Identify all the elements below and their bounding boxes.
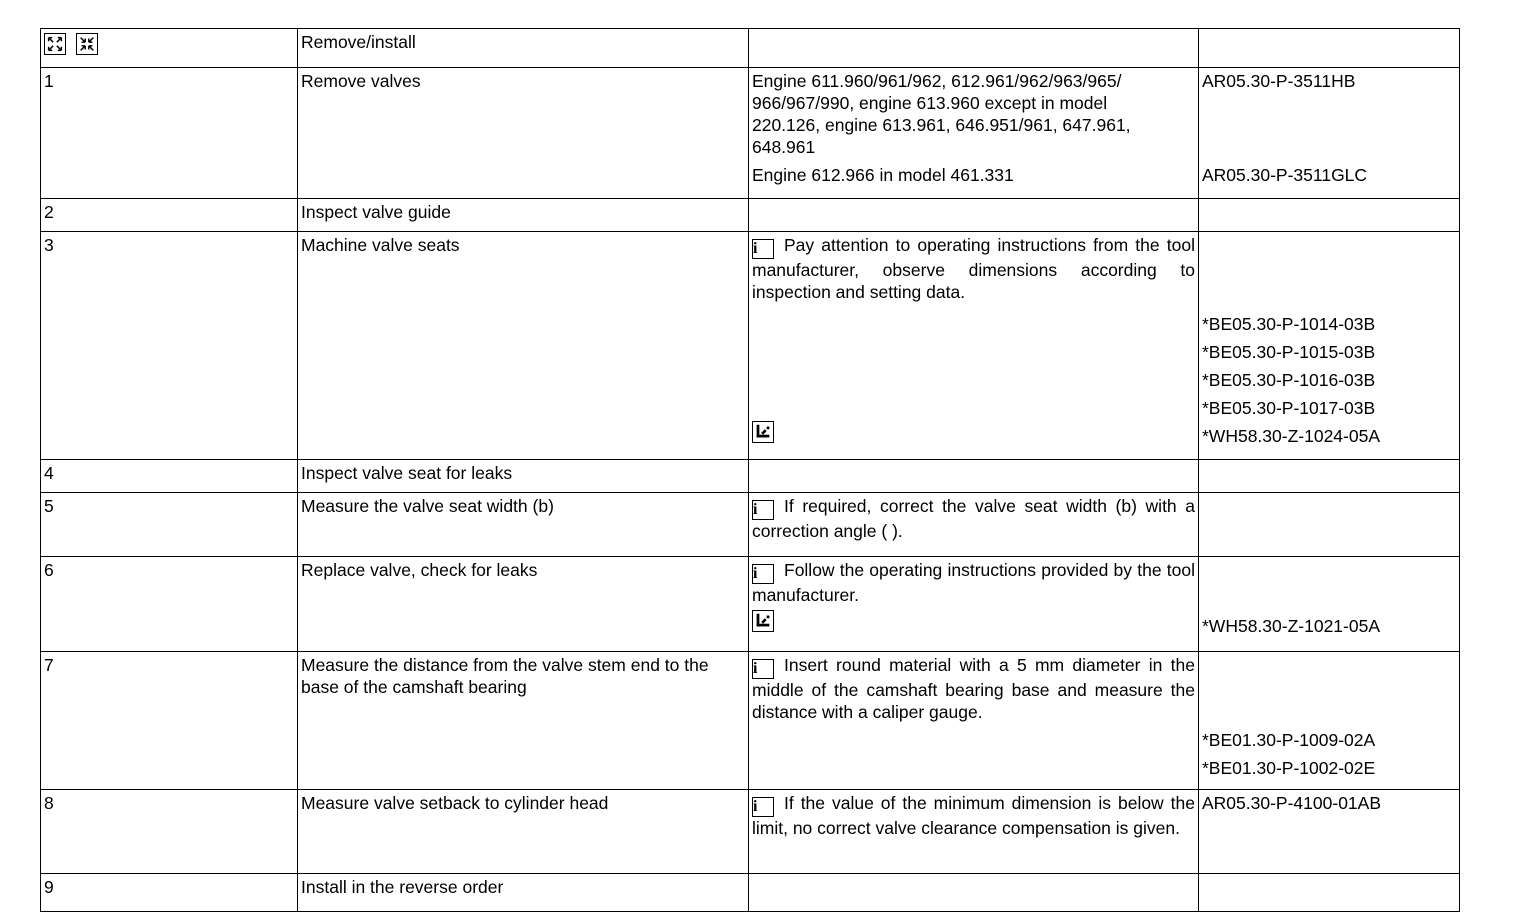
expand-icon[interactable] [44, 33, 66, 55]
special-tool-icon [752, 610, 774, 632]
table-header-row [41, 29, 1460, 68]
special-tool-icon [752, 421, 774, 443]
reference-link[interactable]: *BE01.30-P-1009-02A [1202, 730, 1376, 750]
reference-link[interactable]: *WH58.30-Z-1021-05A [1202, 616, 1380, 636]
info-text: If required, correct the valve seat width (b) with a correction angle ( ). [752, 496, 1195, 541]
reference-link[interactable]: *WH58.30-Z-1024-05A [1202, 426, 1380, 446]
procedure-table [40, 28, 1460, 912]
step-task: Machine valve seats [298, 232, 749, 460]
step-number: 9 [41, 874, 298, 912]
step-number: 5 [41, 493, 298, 557]
note-text: Engine 611.960/961/962, 612.961/962/963/965/ 966/967/990, engine 613.960 except in model 220.126, engine 613.961, 646.951/961, 647.961, 648.961 [752, 71, 1131, 157]
info-icon: i [752, 564, 774, 584]
collapse-icon[interactable] [76, 33, 98, 55]
table-row [41, 874, 1460, 912]
step-task: Remove valves [298, 68, 749, 199]
step-task: Measure the valve seat width (b) [298, 493, 749, 557]
step-task: Replace valve, check for leaks [298, 557, 749, 652]
reference-link[interactable]: *BE05.30-P-1017-03B [1202, 398, 1376, 418]
header-icons-cell [41, 29, 298, 68]
info-icon: i [752, 659, 774, 679]
table-row [41, 652, 1460, 790]
info-icon: i [752, 239, 774, 259]
header-label: Remove/install [298, 29, 749, 68]
step-number: 4 [41, 460, 298, 493]
table-row [41, 232, 1460, 460]
step-task: Measure valve setback to cylinder head [298, 790, 749, 874]
table-row [41, 199, 1460, 232]
step-task: Install in the reverse order [298, 874, 749, 912]
step-number: 2 [41, 199, 298, 232]
reference-link[interactable]: *BE05.30-P-1014-03B [1202, 314, 1376, 334]
table-row [41, 460, 1460, 493]
step-task: Inspect valve guide [298, 199, 749, 232]
reference-link[interactable]: AR05.30-P-3511HB [1202, 71, 1356, 91]
step-number: 7 [41, 652, 298, 790]
step-number: 3 [41, 232, 298, 460]
step-number: 6 [41, 557, 298, 652]
table-row [41, 68, 1460, 199]
step-number: 1 [41, 68, 298, 199]
info-icon: i [752, 797, 774, 817]
info-text: If the value of the minimum dimension is below the limit, no correct valve clearance compensation is given. [752, 793, 1195, 838]
info-icon: i [752, 500, 774, 520]
reference-link[interactable]: *BE05.30-P-1016-03B [1202, 370, 1376, 390]
reference-link[interactable]: *BE01.30-P-1002-02E [1202, 758, 1376, 778]
table-row [41, 557, 1460, 652]
info-text: Pay attention to operating instructions from the tool manufacturer, observe dimensions according to inspection and setting data. [752, 235, 1195, 302]
note-text: Engine 612.966 in model 461.331 [752, 165, 1014, 185]
step-task: Inspect valve seat for leaks [298, 460, 749, 493]
step-task: Measure the distance from the valve stem end to the base of the camshaft bearing [298, 652, 749, 790]
reference-link[interactable]: *BE05.30-P-1015-03B [1202, 342, 1376, 362]
reference-link[interactable]: AR05.30-P-3511GLC [1202, 165, 1368, 185]
reference-link[interactable]: AR05.30-P-4100-01AB [1202, 793, 1381, 813]
table-row [41, 493, 1460, 557]
info-text: Insert round material with a 5 mm diameter in the middle of the camshaft bearing base and measure the distance with a caliper gauge. [752, 655, 1195, 722]
info-text: Follow the operating instructions provided by the tool manufacturer. [752, 560, 1195, 605]
table-row [41, 790, 1460, 874]
step-number: 8 [41, 790, 298, 874]
